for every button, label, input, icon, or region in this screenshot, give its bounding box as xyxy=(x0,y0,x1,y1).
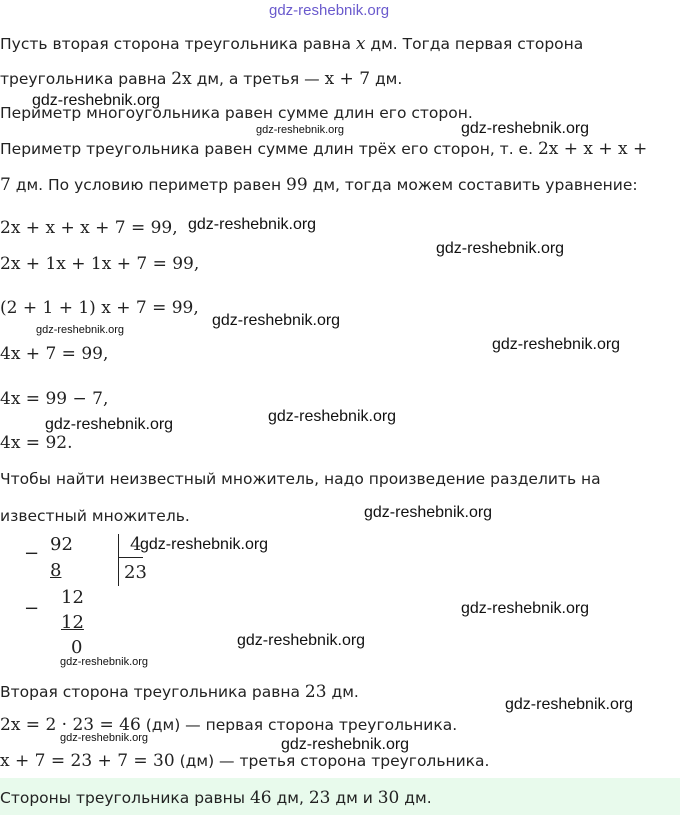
watermark: gdz-reshebnik.org xyxy=(364,504,493,521)
watermark: gdz-reshebnik.org xyxy=(36,324,125,336)
text-line-1 xyxy=(0,34,583,54)
divisor-underline xyxy=(119,557,143,558)
text-line-2 xyxy=(0,69,402,89)
math: 23 xyxy=(304,682,327,702)
quotient: 23 xyxy=(124,562,147,583)
math: 2x = 2 · 23 = 46 xyxy=(0,715,141,735)
text: Пусть вторая сторона треугольника равна xyxy=(0,35,356,53)
watermark: gdz-reshebnik.org xyxy=(212,312,341,329)
watermark: gdz-reshebnik.org xyxy=(45,416,174,433)
watermark: gdz-reshebnik.org xyxy=(281,736,410,753)
text: Вторая сторона треугольника равна xyxy=(0,683,305,701)
watermark: gdz-reshebnik.org xyxy=(492,336,621,353)
text: дм, xyxy=(271,789,309,807)
text: дм. xyxy=(326,683,359,701)
watermark: gdz-reshebnik.org xyxy=(268,408,397,425)
text: Стороны треугольника равны xyxy=(0,789,250,807)
text-line-3: Периметр многоугольника равен сумме длин его сторон. xyxy=(0,104,473,122)
watermark: gdz-reshebnik.org xyxy=(32,92,161,109)
minus-sign: − xyxy=(24,543,40,564)
remainder: 0 xyxy=(71,637,83,658)
dividend: 92 xyxy=(50,534,73,555)
watermark: gdz-reshebnik.org xyxy=(436,240,565,257)
math: 23 xyxy=(308,788,331,808)
equation-2: 2x + 1x + 1x + 7 = 99, xyxy=(0,254,200,274)
text: дм, а третья — xyxy=(191,70,325,88)
minus-sign: − xyxy=(24,598,40,619)
watermark: gdz-reshebnik.org xyxy=(188,216,317,233)
watermark: gdz-reshebnik.org xyxy=(237,632,366,649)
equation-6: 4x = 92. xyxy=(0,433,73,453)
watermark: gdz-reshebnik.org xyxy=(461,120,590,137)
division-bar xyxy=(118,534,119,586)
watermark: gdz-reshebnik.org xyxy=(461,600,590,617)
math: x + 7 xyxy=(324,69,371,89)
watermark: gdz-reshebnik.org xyxy=(60,732,149,744)
watermark: gdz-reshebnik.org xyxy=(60,656,149,668)
text: дм. xyxy=(370,70,403,88)
math: 30 xyxy=(377,788,400,808)
math: x + 7 = 23 + 7 = 30 xyxy=(0,751,175,771)
partial-dividend: 12 xyxy=(61,587,84,608)
text: дм. Тогда первая сторона xyxy=(365,35,584,53)
math: 99 xyxy=(286,175,308,195)
text-line-6: Чтобы найти неизвестный множитель, надо произведение разделить на xyxy=(0,470,601,488)
text: (дм) — первая сторона треугольника. xyxy=(140,716,458,734)
text: (дм) — третья сторона треугольника. xyxy=(174,752,490,770)
subtrahend-1: 8 xyxy=(50,560,62,581)
answer-line xyxy=(0,788,432,808)
math: x xyxy=(355,34,366,54)
equation-5: 4x = 99 − 7, xyxy=(0,389,109,409)
text: дм. По условию периметр равен xyxy=(10,176,287,194)
watermark: gdz-reshebnik.org xyxy=(256,124,345,136)
watermark-top: gdz-reshebnik.org xyxy=(269,2,390,19)
text: дм, тогда можем составить уравнение: xyxy=(307,176,638,194)
text-line-10 xyxy=(0,751,489,771)
math: 7 xyxy=(0,175,11,195)
math: 2x + x + x + xyxy=(537,139,648,159)
text-line-8 xyxy=(0,682,359,702)
watermark: gdz-reshebnik.org xyxy=(505,696,634,713)
text: дм. xyxy=(399,789,432,807)
text: треугольника равна xyxy=(0,70,172,88)
text-line-4 xyxy=(0,139,647,159)
equation-3: (2 + 1 + 1) x + 7 = 99, xyxy=(0,298,199,318)
equation-1: 2x + x + x + 7 = 99, xyxy=(0,218,178,238)
text: дм и xyxy=(330,789,378,807)
math: 46 xyxy=(249,788,272,808)
text-line-7: известный множитель. xyxy=(0,507,190,525)
watermark: gdz-reshebnik.org xyxy=(140,536,269,553)
subtrahend-2: 12 xyxy=(61,612,84,633)
divisor: 4 xyxy=(130,534,142,555)
text-line-5 xyxy=(0,175,638,195)
math: 2x xyxy=(171,69,192,89)
text: Периметр треугольника равен сумме длин трёх его сторон, т. е. xyxy=(0,140,538,158)
equation-4: 4x + 7 = 99, xyxy=(0,344,109,364)
